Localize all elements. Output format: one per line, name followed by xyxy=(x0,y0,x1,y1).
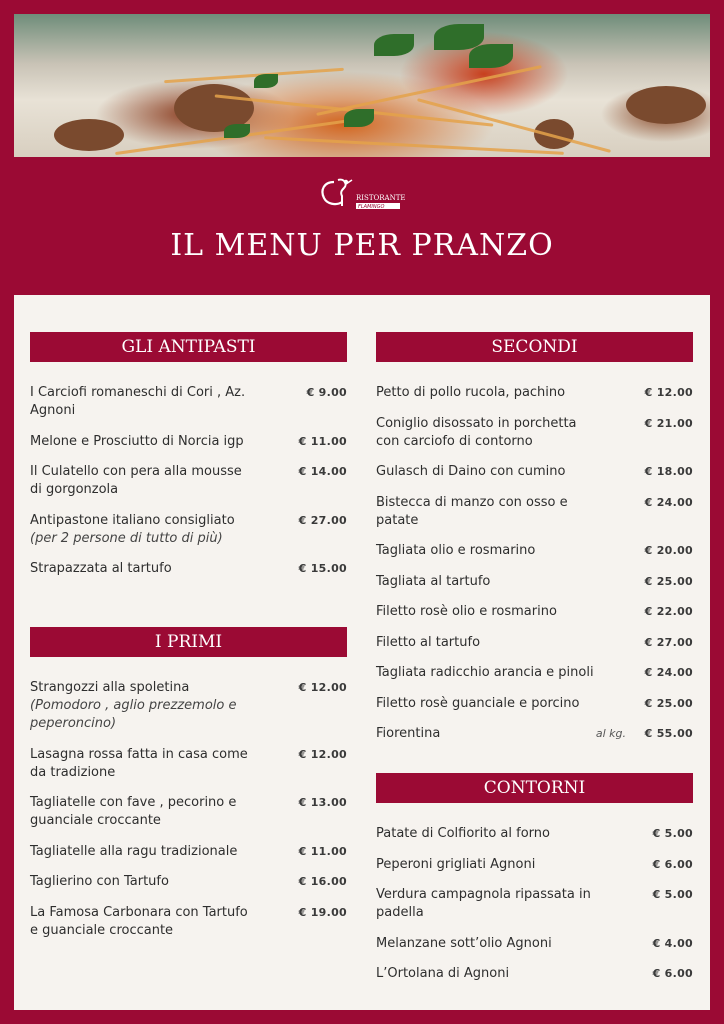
menu-item-name: Petto di pollo rucola, pachino xyxy=(376,385,566,400)
menu-item xyxy=(30,463,347,499)
menu-item-name: I Carciofi romaneschi di Cori , Az. Agnoni xyxy=(30,385,246,418)
right-column xyxy=(376,332,693,996)
menu-item-name: Melone e Prosciutto di Norcia igp xyxy=(30,433,244,449)
menu-item-name: Peperoni grigliati Agnoni xyxy=(376,856,536,872)
menu-item-name: Strangozzi alla spoletina xyxy=(30,680,190,695)
menu-item-price: € 12.00 xyxy=(644,386,693,399)
brand-line1: RISTORANTE xyxy=(356,194,406,202)
menu-item xyxy=(376,415,693,451)
menu-item-name: Bistecca di manzo con osso e patate xyxy=(376,494,568,528)
menu-item xyxy=(376,494,693,530)
menu-item-name: Gulasch di Daino con cumino xyxy=(376,464,566,479)
menu-item-price: € 4.00 xyxy=(652,936,693,950)
menu-item-name: Tagliata al tartufo xyxy=(376,573,491,589)
menu-item-name: Antipastone italiano consigliato xyxy=(30,512,235,528)
menu-item-price: € 24.00 xyxy=(644,666,693,679)
menu-paper xyxy=(14,295,710,1010)
menu-item xyxy=(30,679,347,733)
menu-item-name: La Famosa Carbonara con Tartufo e guanciale croccante xyxy=(30,904,248,938)
menu-item-price: € 21.00 xyxy=(644,416,693,430)
menu-item xyxy=(376,542,693,560)
menu-item-price: € 20.00 xyxy=(644,544,693,557)
menu-item xyxy=(376,965,693,983)
secondi-heading: SECONDI xyxy=(376,332,693,362)
menu-item xyxy=(376,384,693,402)
menu-item-price: € 19.00 xyxy=(298,905,347,919)
menu-item xyxy=(376,573,693,591)
menu-item-price: € 12.00 xyxy=(298,681,347,694)
menu-item-price: € 25.00 xyxy=(644,696,693,710)
menu-item-name: Coniglio disossato in porchetta con carciofo di contorno xyxy=(376,415,577,449)
menu-item-name: Tagliata radicchio arancia e pinoli xyxy=(376,665,594,680)
secondi-list xyxy=(376,384,693,743)
menu-item xyxy=(30,904,347,940)
contorni-list xyxy=(376,825,693,983)
menu-item-note: (per 2 persone di tutto di più) xyxy=(30,530,223,546)
menu-item xyxy=(376,856,693,874)
menu-item-price: € 6.00 xyxy=(652,857,693,871)
menu-item xyxy=(30,560,347,578)
brand-line2: FLAMINGO xyxy=(358,204,385,210)
menu-item xyxy=(30,384,347,420)
menu-item-name: Strapazzata al tartufo xyxy=(30,561,172,576)
menu-item-name: Tagliata olio e rosmarino xyxy=(376,543,536,558)
menu-item-price: € 14.00 xyxy=(298,465,347,478)
menu-item xyxy=(30,746,347,782)
primi-heading: I PRIMI xyxy=(30,627,347,657)
menu-item-name: Filetto rosè guanciale e porcino xyxy=(376,695,580,711)
menu-item-note: (Pomodoro , aglio prezzemolo e peperoncino) xyxy=(30,698,237,731)
menu-item xyxy=(376,664,693,682)
menu-item-price: € 13.00 xyxy=(298,796,347,809)
menu-item-price: € 27.00 xyxy=(298,513,347,527)
menu-item xyxy=(30,873,347,891)
menu-item-price: € 16.00 xyxy=(298,875,347,888)
menu-item-price: € 11.00 xyxy=(298,844,347,858)
menu-item xyxy=(376,634,693,652)
menu-item xyxy=(376,603,693,621)
menu-item xyxy=(376,886,693,922)
menu-item-name: Melanzane sott’olio Agnoni xyxy=(376,935,552,951)
menu-item-price: € 15.00 xyxy=(298,562,347,575)
menu-item xyxy=(30,843,347,861)
menu-item-price: € 11.00 xyxy=(298,434,347,448)
menu-item xyxy=(30,433,347,451)
menu-item-price: € 12.00 xyxy=(298,747,347,761)
menu-item-name: Verdura campagnola ripassata in padella xyxy=(376,887,591,920)
menu-item-name: Taglierino con Tartufo xyxy=(30,874,169,889)
antipasti-heading: GLI ANTIPASTI xyxy=(30,332,347,362)
menu-item xyxy=(30,794,347,830)
left-column xyxy=(30,332,347,952)
menu-item-name: Lasagna rossa fatta in casa come da tradizione xyxy=(30,746,248,780)
menu-item xyxy=(376,825,693,843)
menu-item-price: € 6.00 xyxy=(652,967,693,980)
primi-list xyxy=(30,679,347,940)
menu-item-name: Fiorentina xyxy=(376,726,441,741)
menu-item-price: € 22.00 xyxy=(644,605,693,618)
menu-item-price: € 5.00 xyxy=(652,827,693,840)
menu-item xyxy=(376,463,693,481)
menu-item-price: € 27.00 xyxy=(644,635,693,649)
menu-item-name: Filetto al tartufo xyxy=(376,634,481,650)
page-title: IL MENU PER PRANZO xyxy=(170,228,554,263)
menu-item-price: € 24.00 xyxy=(644,495,693,509)
contorni-heading: CONTORNI xyxy=(376,773,693,803)
menu-item-price: € 25.00 xyxy=(644,574,693,588)
menu-item-name: Filetto rosè olio e rosmarino xyxy=(376,604,557,619)
restaurant-logo xyxy=(316,176,408,212)
menu-item-name: L’Ortolana di Agnoni xyxy=(376,966,510,981)
menu-item-price: € 9.00 xyxy=(306,386,347,399)
menu-item-price: € 5.00 xyxy=(652,888,693,901)
menu-item-name: Tagliatelle alla ragu tradizionale xyxy=(30,843,238,859)
menu-item-unit: al kg. xyxy=(595,727,626,740)
menu-item-name: Tagliatelle con fave , pecorino e guanciale croccante xyxy=(30,795,237,828)
menu-item-name: Patate di Colfiorito al forno xyxy=(376,826,550,841)
menu-item-price: € 55.00 xyxy=(644,727,693,740)
antipasti-list xyxy=(30,384,347,578)
menu-item xyxy=(376,935,693,953)
menu-item xyxy=(30,512,347,548)
menu-item xyxy=(376,695,693,713)
menu-item-price: € 18.00 xyxy=(644,465,693,478)
hero-food-photo xyxy=(14,14,710,157)
menu-item-name: Il Culatello con pera alla mousse di gorgonzola xyxy=(30,464,242,497)
menu-item xyxy=(376,725,693,743)
